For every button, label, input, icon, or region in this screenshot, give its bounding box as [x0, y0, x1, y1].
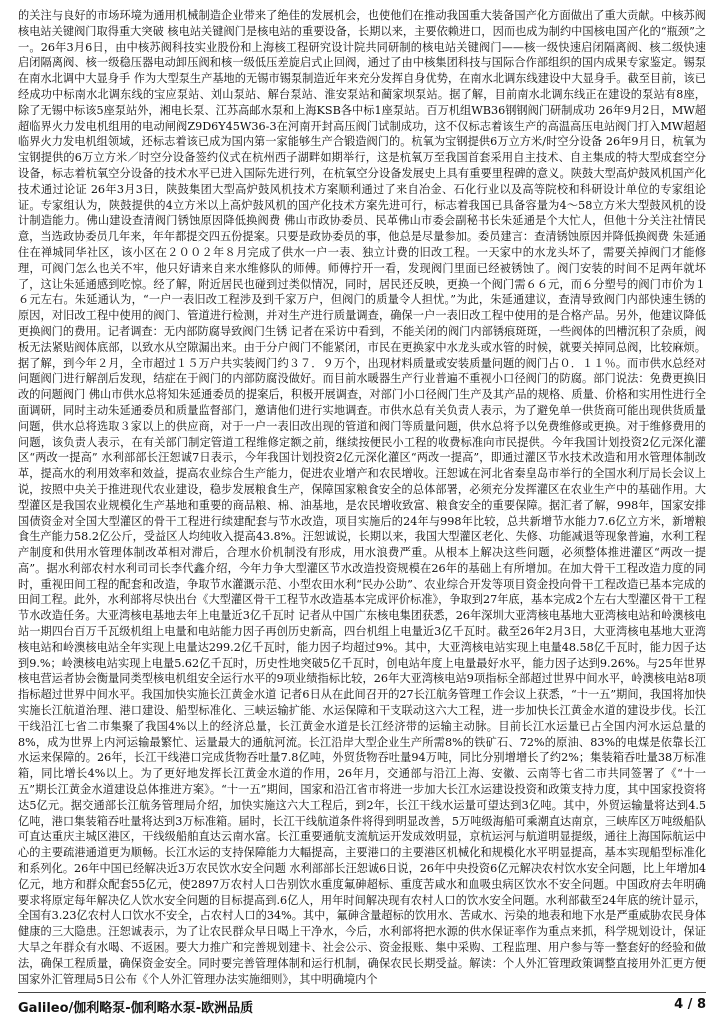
footer-divider: [18, 992, 706, 993]
footer-brand-title: Galileo/伽利略泵-伽利略水泵-欧洲品质: [18, 1001, 254, 1016]
page-number: 4 / 8: [674, 997, 706, 1012]
body-text: 的关注与良好的市场环境为通用机械制造企业带来了绝佳的发展机会，也使他们在推动我国重大装备国产化方面做出了重大贡献。中核苏阀核电站关键阀门取得重大突破 核电站关键阀门是核电站的重要设备，长期以来，主要依赖进口，因而也成为制约中国核电国产化的“瓶颈”之一。26年3月6日，由中核苏阀科技实业股份和上海核工程研究设计院共同研制的核电站关键阀门——核一级快速启闭隔离阀、核二级快速启闭隔离阀、核一级稳压器电动卸压阀和核一级低压差旋启式止回阀，通过了由中核集团科技与国际合作部组织的国内成果专家鉴定。锡泵在南水北调中大显身手 作为大型泵生产基地的无锡市锡泵制造近年来充分发挥自身优势，在南水北调东线建设中大显身手。截至目前，该已经成功中标南水北调东线的宝应泵站、刘山泵站、解台泵站、淮安泵站和蔺家坝泵站。据了解，目前南水北调东线正在建设的泵站有8座，除了无锡中标该5座泵站外，湘电长泵、江苏高邮水泵和上海KSB各中标1座泵站。百万机组WB36钢钢阀门研制成功 26年9月2日，MW超超临界火力发电机组用的电动闸阀Z9D6Y45W36-3在河南开封高压阀门试制成功，这不仅标志着该生产的高温高压电站阀门打入MW超超临界火力发电机组领域，还标志着该已成为国内第一家能够生产合锻造阀门的。杭氧为宝钢提供6万立方米/时空分设备 26年9月日，杭氧为宝钢提供的6万立方米／时空分设备签约仪式在杭州西子湖畔如期举行，这是杭氧万至我国首套采用自主技术、自主集成的特大型成套空分设备，标志着杭氧空分设备的技术水平已进入国际先进行列，在杭氧空分设备发展史上具有重要里程碑的意义。陕鼓大型高炉鼓风机国产化技术通过论证 26年3月3日，陕鼓集团大型高炉鼓风机技术方案顺利通过了来自冶金、石化行业以及高等院校和科研设计单位的专家组论证。专家组认为，陕鼓提供的4立方米以上高炉鼓风机的国产化技术方案先进可行，标志着我国已具备容量为4～58立方米大型鼓风机的设计制造能力。佛山建设查清阀门锈蚀原因降低换阀费 佛山市政协委员、民革佛山市委会副秘书长朱延通是个大忙人，但他十分关注社情民意，当选政协委员几年来，年年都提交四五份提案。只要是政协委员的事，他总是尽量参加。委员建言：查清锈蚀原因并降低换阀费 朱延通住在禅城同华社区，该小区在２００２年８月完成了供水一户一表、独立计费的旧改工程。一天家中的水龙头坏了，需要关掉阀门才能修理，可阀门怎么也关不牢，他只好请来自来水维修队的师傅。师傅拧开一看，发现阀门里面已经被锈蚀了。阀门安装的时间不足两年就坏了，这让朱延通感到吃惊。经了解，附近居民也碰到过类似情况，同时，居民还反映，更换一个阀门需６６元，而６分塑号的阀门市价为１６元左右。朱延通认为，“一户一表旧改工程涉及到千家万户，但阀门的质量令人担忧。”为此，朱延通建议，查清导致阀门内部快速生锈的原因，对旧改工程中使用的阀门、管道进行检测，并对生产进行质量调查，确保一户一表旧改工程中使用的是合格产品。另外，他建议降低更换阀门的费用。记者调查：无内部防腐导致阀门生锈 记者在采访中看到，不能关闭的阀门内部锈痕斑斑，一些阀体的凹槽沉积了杂质，阀板无法紧贴阀体底部，以致水从空隙漏出来。由于分户阀门不能紧闭，市民在更换家中水龙头或水管的时候，就要关掉同总阀，比较麻烦。据了解，到今年２月，全市超过１５万户共实装阀门约３７．９万个，出现材料质量或安装质量问题的阀门占０．１１％。而市供水总经对问题阀门进行解剖后发现，结症在于阀门的内部防腐没做好。而目前水暖器生产行业普遍不重视小口径阀门的防腐。部门说法：免费更换旧改的问题阀门 佛山市供水总将知朱延通委员的提案后，积极开展调查，对部门小口径阀门生产及其产品的规格、质量、价格和实用性进行全面调研，同时主动朱延通委员和质量监督部门，邀请他们进行实地调查。市供水总有关负责人表示，为了避免单一供货商可能出现供货质量问题，供水总将选取３家以上的供应商，对于一户一表旧改出现的管道和阀门等质量问题，供水总将予以免费维修或更换。对于维修费用的问题，该负责人表示，在有关部门制定管道工程维修定额之前，继续按便民小工程的收费标准向市民提供。今年我国计划投资2亿元深化灌区“两改一提高” 水利部部长汪恕诚7日表示，今年我国计划投资2亿元深化灌区“两改一提高”，即通过灌区节水技术改造和用水管理体制改革，提高水的利用效率和效益，提高农业综合生产能力，促进农业增产和农民增收。汪恕诚在河北省秦皇岛市举行的全国水利厅局长会议上说，按照中央关于推进现代农业建设，稳步发展粮食生产，保障国家粮食安全的总体部署，必须充分发挥灌区在农业生产中的基础作用。大型灌区是我国农业规模化生产基地和重要的商品粮、棉、油基地，是农民增收致富、粮食安全的重要保障。据汇者了解，998年，国家安排国债资金对全国大型灌区的骨干工程进行续建配套与节水改造，项目实施后的24年与998年比较，总共新增节水能力7.6亿立方米，新增粮食生产能力58.2亿公斤，受益区人均纯收入提高43.8%。汪恕诚说，长期以来，我国大型灌区老化、失修、功能减退等现象普遍，水利工程产制度和供用水管理体制改革相对滞后，合理水价机制没有形成，用水浪费严重。从根本上解决这些问题，必须整体推进灌区“两改一提高”。据水利部农村水利司司长李代鑫介绍，今年力争大型灌区节水改造投资规模在26年的基础上有所增加。在加大骨干工程改造力度的同时，重视田间工程的配套和改造，争取节水灌溉示范、小型农田水利“民办公助”、农业综合开发等项目资金投向骨干工程改造已基本完成的田间工程。此外，水利部将尽快出台《大型灌区骨干工程节水改造基本完成评价标准》，争取到27年底，基本完成2个左右大型灌区骨干工程节水改造任务。大亚湾核电基地去年上电量近3亿千瓦时 记者从中国广东核电集团获悉，26年深圳大亚湾核电基地大亚湾核电站和岭澳核电站一期四台百万千瓦级机组上电量和电站能力因子再创历史新高，四台机组上电量近3亿千瓦时。截至26年2月3日，大亚湾核电基地大亚湾核电站和岭澳核电站全年实现上电量达299.2亿千瓦时，能力因子均超过9%。其中，大亚湾核电站实现上电量48.58亿千瓦时，能力因子达到9.%；岭澳核电站实现上电量5.62亿千瓦时，历史性地突破5亿千瓦时，创电站年度上电量最好水平，能力因子达到9.26%。与25年世界核电营运者协会衡量同类型核电机组安全运行水平的9项业绩指标比较，26年大亚湾核电站9项指标全部超过世界中间水平，岭澳核电站8项指标超过世界中间水平。我国加快实施长江黄金水道 记者6日从在此间召开的27长江航务管理工作会议上获悉，“十一五”期间，我国将加快实施长江航道治理、港口建设、船型标准化、三峡运输扩能、水运保障和干支联动这六大工程，进一步加快长江黄金水道的建设步伐。长江干线沿江七省二市集聚了我国4%以上的经济总量，长江黄金水道是长江经济带的运输主动脉。目前长江水运量已占全国内河水运总量的8%，成为世界上内河运输最繁忙、运量最大的通航河流。长江沿岸大型企业生产所需8%的铁矿石、72%的原油、83%的电煤是依靠长江水运来保障的。26年，长江干线港口完成货物吞吐量7.8亿吨，外贸货物吞吐量94万吨，同比分别增增长了约2%；集装箱吞吐量38万标准箱，同比增长4%以上。为了更好地发挥长江黄金水道的作用，26年月，交通部与沿江上海、安徽、云南等七省二市共同签署了《“十一五”期长江黄金水道建设总体推进方案》。“十一五”期间，国家和沿江省市将进一步加大长江水运建设投资和政策支持力度，其中国家投资将达5亿元。据交通部长江航务管理局介绍，加快实施这六大工程后，到2年，长江干线水运量可望达到3亿吨。其中，外贸运输量将达到4.5亿吨，港口集装箱吞吐量将达到3万标准箱。届时，长江干线航道条件将得到明显改善，5万吨级海船可乘潮直达南京，三峡库区万吨级船队可直达重庆主城区港区，干线级船舶直达云南水富。长江重要通航支流航运开发成效明显，京杭运河与航道明显提级，通往上海国际航运中心的主要疏港通道更为顺畅。长江水运的支持保障能力大幅提高，主要港口的主要港区机械化和规模化水平明显提高，基本实现船型标准化和系列化。26年中国已经解决近3万农民饮水安全问题 水利部部长汪恕诚6日说，26年中央投资6亿元解决农村饮水安全问题，比上年增加4亿元，地方和群众配套55亿元，使2897万农村人口告别饮水重度氟砷超标、重度苦咸水和血吸虫病区饮水不安全问题。中国政府去年明确要求将原定每年解决亿人饮水安全问题的目标提高到.6亿人，用年时间解决现有农村人口的饮水安全问题。水利部截至24年底的统计显示，全国有3.23亿农村人口饮水不安全，占农村人口的34%。其中，氟砷含量超标的饮用水、苦咸水、污染的地表和地下水是严重威胁农民身体健康的三大隐患。汪恕诚表示，为了让农民群众早日喝上干净水，今后，水利部将把水源的供水保证率作为重点来抓，科学规划设计，保证大旱之年群众有水喝、不返困。要大力推广和完善规划建卡、社会公示、资金报账、集中采购、工程监理、用户参与等一整套好的经验和做法，确保工程质量，确保资金安全。同时要完善管理体制和运行机制，确保农民长期受益。解读：个人外汇管理政策调整直接用外汇更方便 国家外汇管理局5日公布《个人外汇管理办法实施细则》，其中明确境内个: [18, 9, 706, 986]
